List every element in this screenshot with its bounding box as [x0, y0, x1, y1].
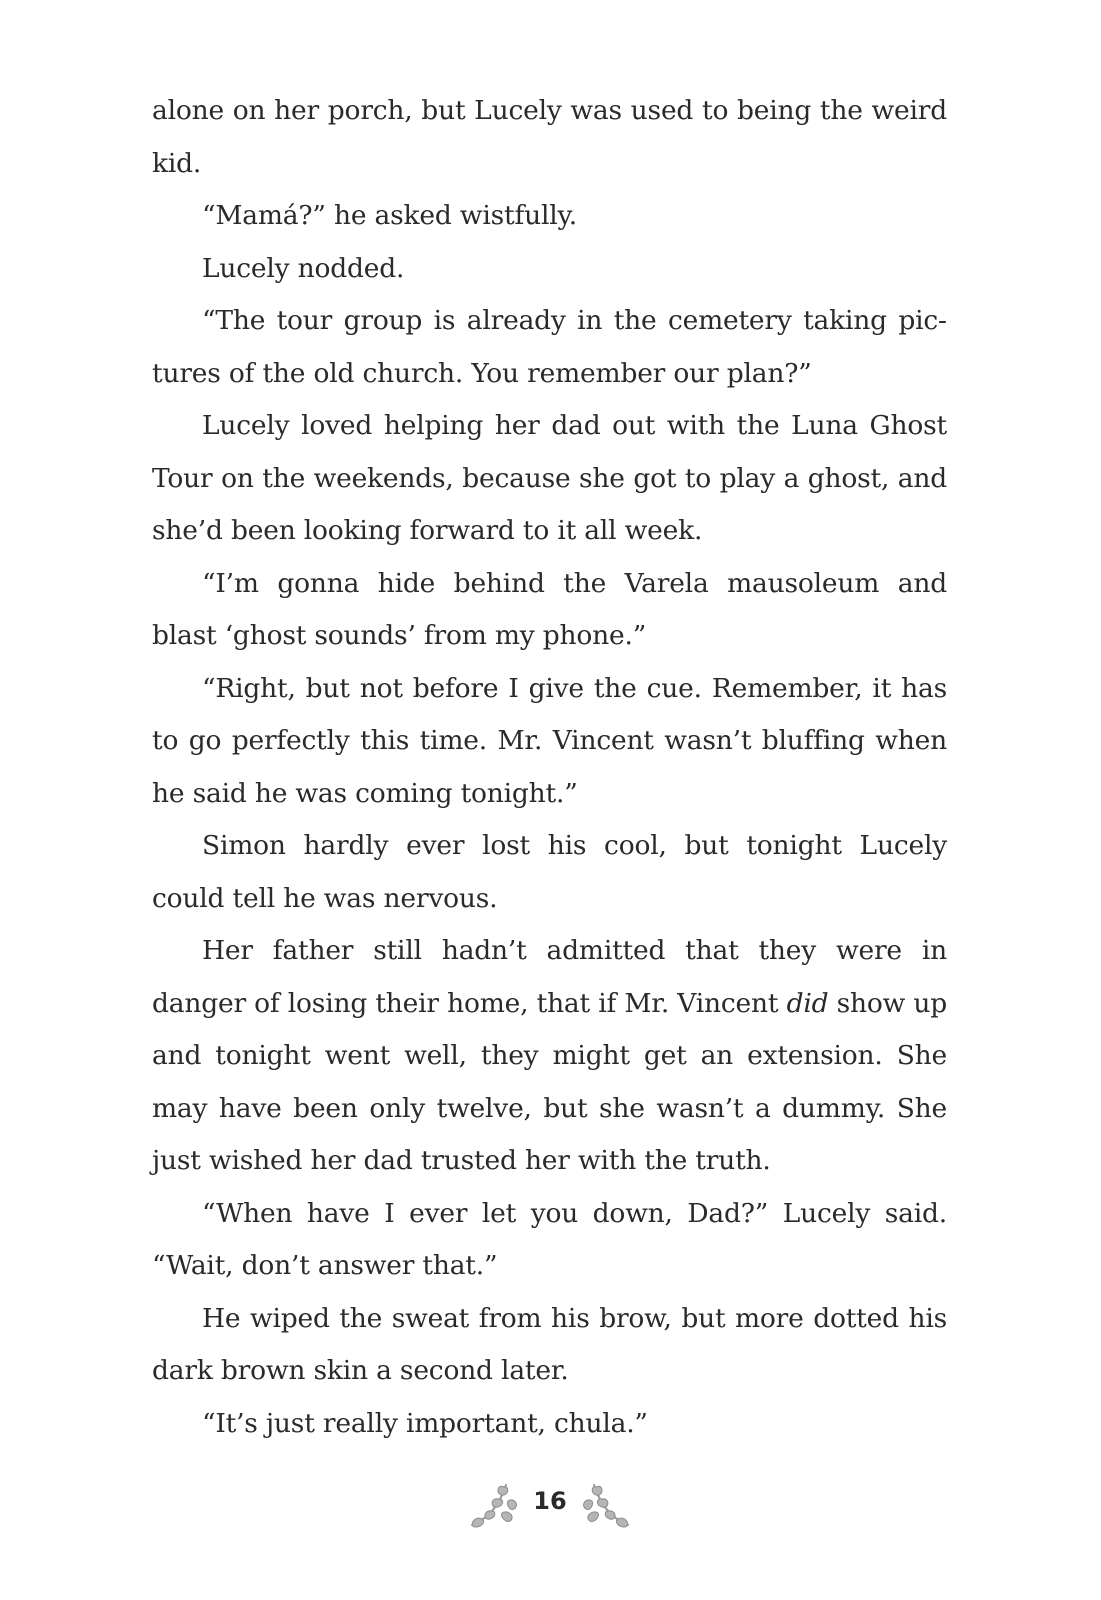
paragraph [152, 243, 947, 296]
text-run: alone on her porch, but Lucely was used to being the weird kid. [152, 95, 947, 179]
paragraph [152, 85, 947, 190]
paragraph [152, 1398, 947, 1451]
text-run: “When have I ever let you down, Dad?” Lucely said. “Wait, don’t answer that.” [152, 1197, 947, 1281]
text-run: “Right, but not before I give the cue. Remember, it has to go perfectly this time. Mr. Vincent wasn’t bluffing when he said he was coming tonight.” [152, 672, 947, 809]
paragraph [152, 820, 947, 925]
text-run: “I’m gonna hide behind the Varela mausoleum and blast ‘ghost sounds’ from my phone.” [152, 567, 947, 651]
paragraph [152, 925, 947, 1188]
italic-text: did [786, 987, 829, 1019]
paragraph [152, 190, 947, 243]
text-run: Lucely nodded. [202, 252, 405, 284]
paragraph [152, 1188, 947, 1293]
text-run: show up and tonight went well, they might get an extension. She may have been only twelve, but she wasn’t a dummy. She just wished her dad trusted her with the truth. [152, 987, 947, 1176]
text-run: Simon hardly ever lost his cool, but tonight Lucely could tell he was nervous. [152, 830, 947, 914]
paragraph [152, 295, 947, 400]
laurel-sprig-icon [466, 1475, 522, 1533]
laurel-sprig-icon [578, 1475, 634, 1533]
paragraph [152, 663, 947, 821]
text-run: Her father still hadn’t admitted that they were in danger of losing their home, that if Mr. Vincent [152, 935, 947, 1019]
text-run: “Mamá?” he asked wistfully. [202, 200, 577, 231]
page-number: 16 [533, 1487, 567, 1515]
text-run: Lucely loved helping her dad out with the Luna Ghost Tour on the weekends, because she got to play a ghost, and she’d been looking forward to it all week. [152, 410, 947, 546]
paragraph [152, 1293, 947, 1398]
body-text [152, 85, 947, 1450]
page-footer [0, 1475, 1101, 1545]
paragraph [152, 400, 947, 558]
text-run: He wiped the sweat from his brow, but more dotted his dark brown skin a second later. [152, 1302, 947, 1386]
paragraph [152, 558, 947, 663]
text-run: “It’s just really important, chula.” [202, 1407, 648, 1439]
text-run: “The tour group is already in the cemetery taking pictures of the old church. You remember our plan?” [152, 305, 947, 389]
